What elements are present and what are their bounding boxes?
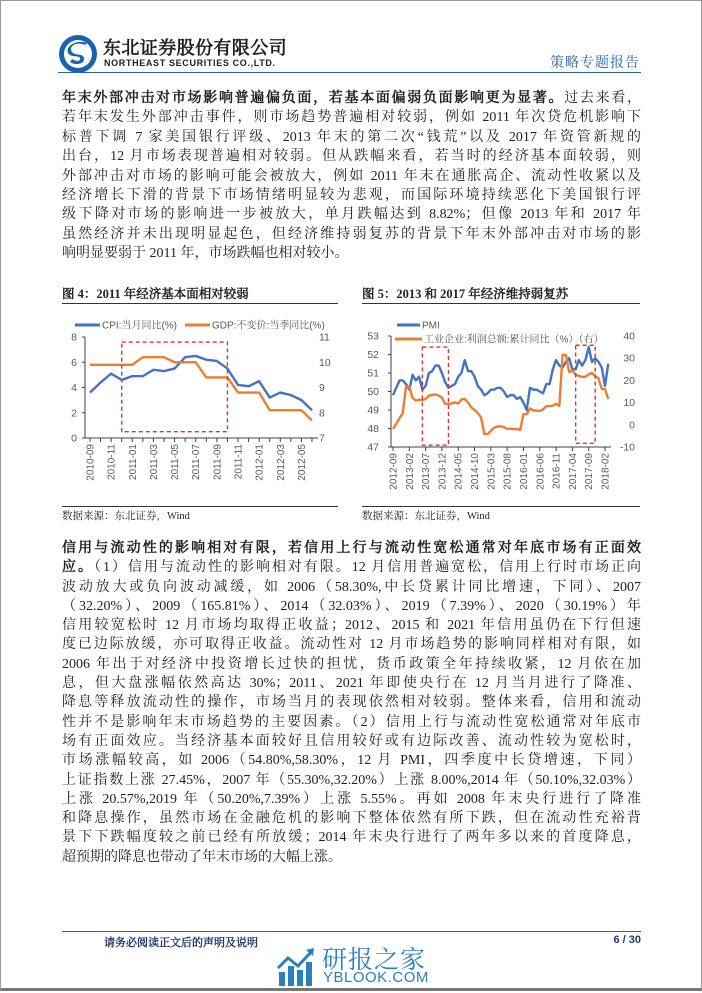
x-tick-label: 2015-08 [502,453,514,490]
text-line [62,751,641,770]
y-tick-label-right: 10 [319,356,331,369]
text-line [62,147,641,166]
x-tick-label: 2012-09 [388,453,400,490]
highlight-box [422,347,448,445]
text-line [62,809,641,828]
text-line [62,848,641,867]
body-text: 级下降对市场的影响进一步被放大，单月跌幅达到 8.82%；但像 2013 年和 2017 年 [62,207,641,223]
figure-5-source: 数据来源：东北证券，Wind [362,506,640,525]
figure-5-chart [358,305,648,500]
x-tick-label: 2017-09 [584,453,596,490]
text-line [62,790,641,809]
text-line [62,674,641,693]
watermark-text-cn: 研报之家 [322,945,427,974]
footer-divider [62,931,641,932]
figure-5-caption: 图 5：2013 和 2017 年经济维持弱复苏 [362,285,640,304]
body-text: 上涨 20.57%,2019 年（50.20%,7.39%）上涨 5.55%。再如 2008 年末央行进行了降准 [62,791,641,807]
x-tick-label: 2010-11 [106,444,118,480]
x-tick-label: 2013-12 [437,453,449,490]
x-tick-label: 2016-11 [551,453,563,489]
text-line [62,713,641,732]
text-line [62,693,641,712]
text-line [62,616,641,635]
y-tick-label-left: 0 [71,432,77,445]
body-text: 息，但大盘涨幅依然高达 30%；2011、2021 年即使央行在 12 月当月进行了降准、 [62,676,641,692]
company-name-cn: 东北证券股份有限公司 [103,38,287,59]
text-line [62,128,641,147]
y-tick-label-right: 30 [623,352,635,365]
x-tick-label: 2011-01 [127,444,139,480]
text-line [62,597,641,616]
text-line [62,655,641,674]
pmi-profit-line-chart [358,305,648,500]
body-text: 标普下调 7 家美国银行评级、2013 年末的第二次“钱荒”以及 2017 年资管新规的 [62,129,641,145]
figure-4-source: 数据来源：东北证券，Wind [62,506,338,525]
figure-4-caption: 图 4：2011 年经济基本面相对较弱 [62,285,338,304]
x-tick-label: 2017-04 [567,453,579,490]
text-line [62,205,641,224]
bold-lead-text: 年末外部冲击对市场影响普遍偏负面，若基本面偏弱负面影响更为显著。 [62,91,565,106]
company-logo-icon [57,33,99,75]
y-tick-label-right: 9 [319,382,325,394]
paragraph-external-shocks [62,89,641,264]
body-text: 出台，12 月市场表现普遍相对较弱。但从跌幅来看，若当时的经济基本面较弱，则 [62,149,641,165]
body-text: 信用较宽松时 12 月市场均取得正收益；2012、2015 和 2021 年信用虽仍在下行但速 [62,618,641,634]
text-line [62,167,641,186]
highlight-box [122,342,228,432]
text-line [62,186,641,205]
text-line [62,244,641,263]
x-tick-label: 2011-11 [233,444,245,480]
body-text: （1）信用与流动性的影响相对有限。12 月信用普遍宽松，信用上行时市场正向 [93,560,641,576]
body-text: 过去来看， [564,91,641,106]
x-tick-label: 2013-07 [421,453,433,490]
x-tick-label: 2012-01 [254,444,266,481]
watermark-text-en: YBLOOK.COM [323,969,429,986]
body-text: 若年末发生外部冲击事件，则市场趋势普遍相对较弱，例如 2011 年次贷危机影响下 [62,110,641,126]
bold-lead-text: 信用与流动性的影响相对有限，若信用上行与流动性宽松通常对年底市场有正面效 [62,541,641,556]
series-line-secondary [90,357,312,420]
header-divider [58,72,641,73]
y-tick-label-right: 10 [623,397,635,410]
y-tick-label-left: 2 [71,407,77,420]
body-text: 响明显要弱于 2011 年，市场跌幅也相对较小。 [62,246,349,262]
x-tick-label: 2018-02 [600,453,612,490]
y-tick-label-left: 52 [367,349,379,361]
legend-label: 工业企业:利润总额:累计同比（%）（右） [424,334,604,346]
y-tick-label-left: 48 [367,423,379,435]
body-text: 虽然经济并未出现明显起色，但经济维持弱复苏的背景下年末外部冲击对市场的影 [62,226,641,242]
body-text: 超预期的降息也带动了年末市场的大幅上涨。 [62,849,342,865]
report-type-label: 策略专题报告 [550,56,640,71]
body-text: 上证指数上涨 27.45%，2007 年（55.30%,32.20%）上涨 8.00%,2014 年（50.10%,32.03%） [62,772,641,788]
company-name-en: NORTHEAST SECURITIES CO.,LTD. [104,58,276,68]
page-number: 6 / 30 [613,934,641,946]
body-text: 波动放大或负向波动减缓，如 2006（58.30%,中长贷累计同比增速，下同）、2007 [62,579,641,595]
y-tick-label-right: 8 [319,407,325,420]
x-tick-label: 2010-09 [85,444,97,481]
y-tick-label-right: -10 [619,441,635,454]
y-tick-label-left: 4 [71,382,77,394]
body-text: 景下下跌幅度较之前已经有所放缓；2014 年末央行进行了两年多以来的首度降息， [62,830,641,846]
text-line [62,635,641,654]
y-tick-label-left: 47 [367,441,379,454]
x-tick-label: 2015-03 [486,453,498,490]
text-line [62,771,641,790]
series-line-primary [393,347,608,410]
x-tick-label: 2012-03 [275,444,287,481]
body-text: 2006 年出于对经济中投资增长过快的担忧，货币政策全年持续收紧，12 月依在加 [62,656,641,672]
y-tick-label-left: 50 [367,386,379,398]
y-tick-label-left: 49 [367,404,379,417]
text-line [62,539,641,558]
y-tick-label-left: 8 [71,331,77,344]
y-tick-label-left: 53 [367,330,379,343]
watermark-chart-icon [276,946,318,988]
body-text: 场有正面效应。当经济基本面较好且信用较好或有边际改善、流动性较为宽松时， [62,733,641,749]
y-tick-label-right: 11 [319,331,330,344]
text-line [62,558,641,577]
body-text: 降息等释放流动性的操作，市场当月的表现依然相对较弱。整体来看，信用和流动 [62,695,641,711]
body-text: 性并不是影响年末市场趋势的主要因素。（2）信用上行与流动性宽松通常对年底市 [62,714,641,730]
body-text: 市场涨幅较高，如 2006（54.80%,58.30%，12 月 PMI，四季度中长贷增速，下同） [62,753,641,769]
text-line [62,578,641,597]
x-tick-label: 2016-06 [535,453,547,490]
body-text: 经济增长下滑的背景下市场情绪明显较为悲观，而国际环境持续恶化下美国银行评 [62,187,641,203]
body-text: 外部冲击对市场的影响可能会被放大，例如 2011 年末在通胀高企、流动性收紧以及 [62,168,641,184]
figure-4-chart [55,305,345,500]
y-tick-label-right: 40 [623,330,635,343]
cpi-gdp-line-chart [55,305,345,500]
legend-label: CPI:当月同比(%) [102,320,177,332]
x-tick-label: 2014-10 [470,453,482,490]
paragraph-credit-liquidity [62,539,641,867]
legend-label: GDP:不变价:当季同比(%) [212,320,325,332]
text-line [62,225,641,244]
text-line [62,732,641,751]
x-tick-label: 2016-01 [518,453,530,490]
body-text: 度已边际放缓，亦可取得正收益。流动性对 12 月市场趋势的影响同样相对有限，如 [62,637,641,653]
y-tick-label-right: 0 [629,419,635,432]
legend-label: PMI [422,320,440,332]
x-tick-label: 2011-03 [148,444,160,480]
text-line [62,828,641,847]
x-tick-label: 2011-09 [212,444,224,480]
x-tick-label: 2012-05 [296,444,308,481]
footer-disclaimer: 请务必阅读正文后的声明及说明 [104,937,258,949]
x-tick-label: 2013-02 [404,453,416,490]
body-text: （32.20%）、2009（165.81%）、2014（32.03%）、2019（7.39%）、2020（30.19%）年 [62,598,641,614]
bold-lead-text: 应。 [62,560,94,576]
y-tick-label-right: 20 [623,374,635,387]
body-text: 和降息操作，虽然市场在金融危机的影响下整体依然有所下跌，但在流动性充裕背 [62,811,641,827]
y-tick-label-right: 7 [319,432,325,445]
y-tick-label-left: 6 [71,356,77,369]
x-tick-label: 2011-05 [170,444,182,480]
x-tick-label: 2011-07 [191,444,203,480]
text-line [62,108,641,127]
y-tick-label-left: 51 [367,367,379,380]
text-line [62,89,641,108]
x-tick-label: 2014-05 [453,453,465,490]
